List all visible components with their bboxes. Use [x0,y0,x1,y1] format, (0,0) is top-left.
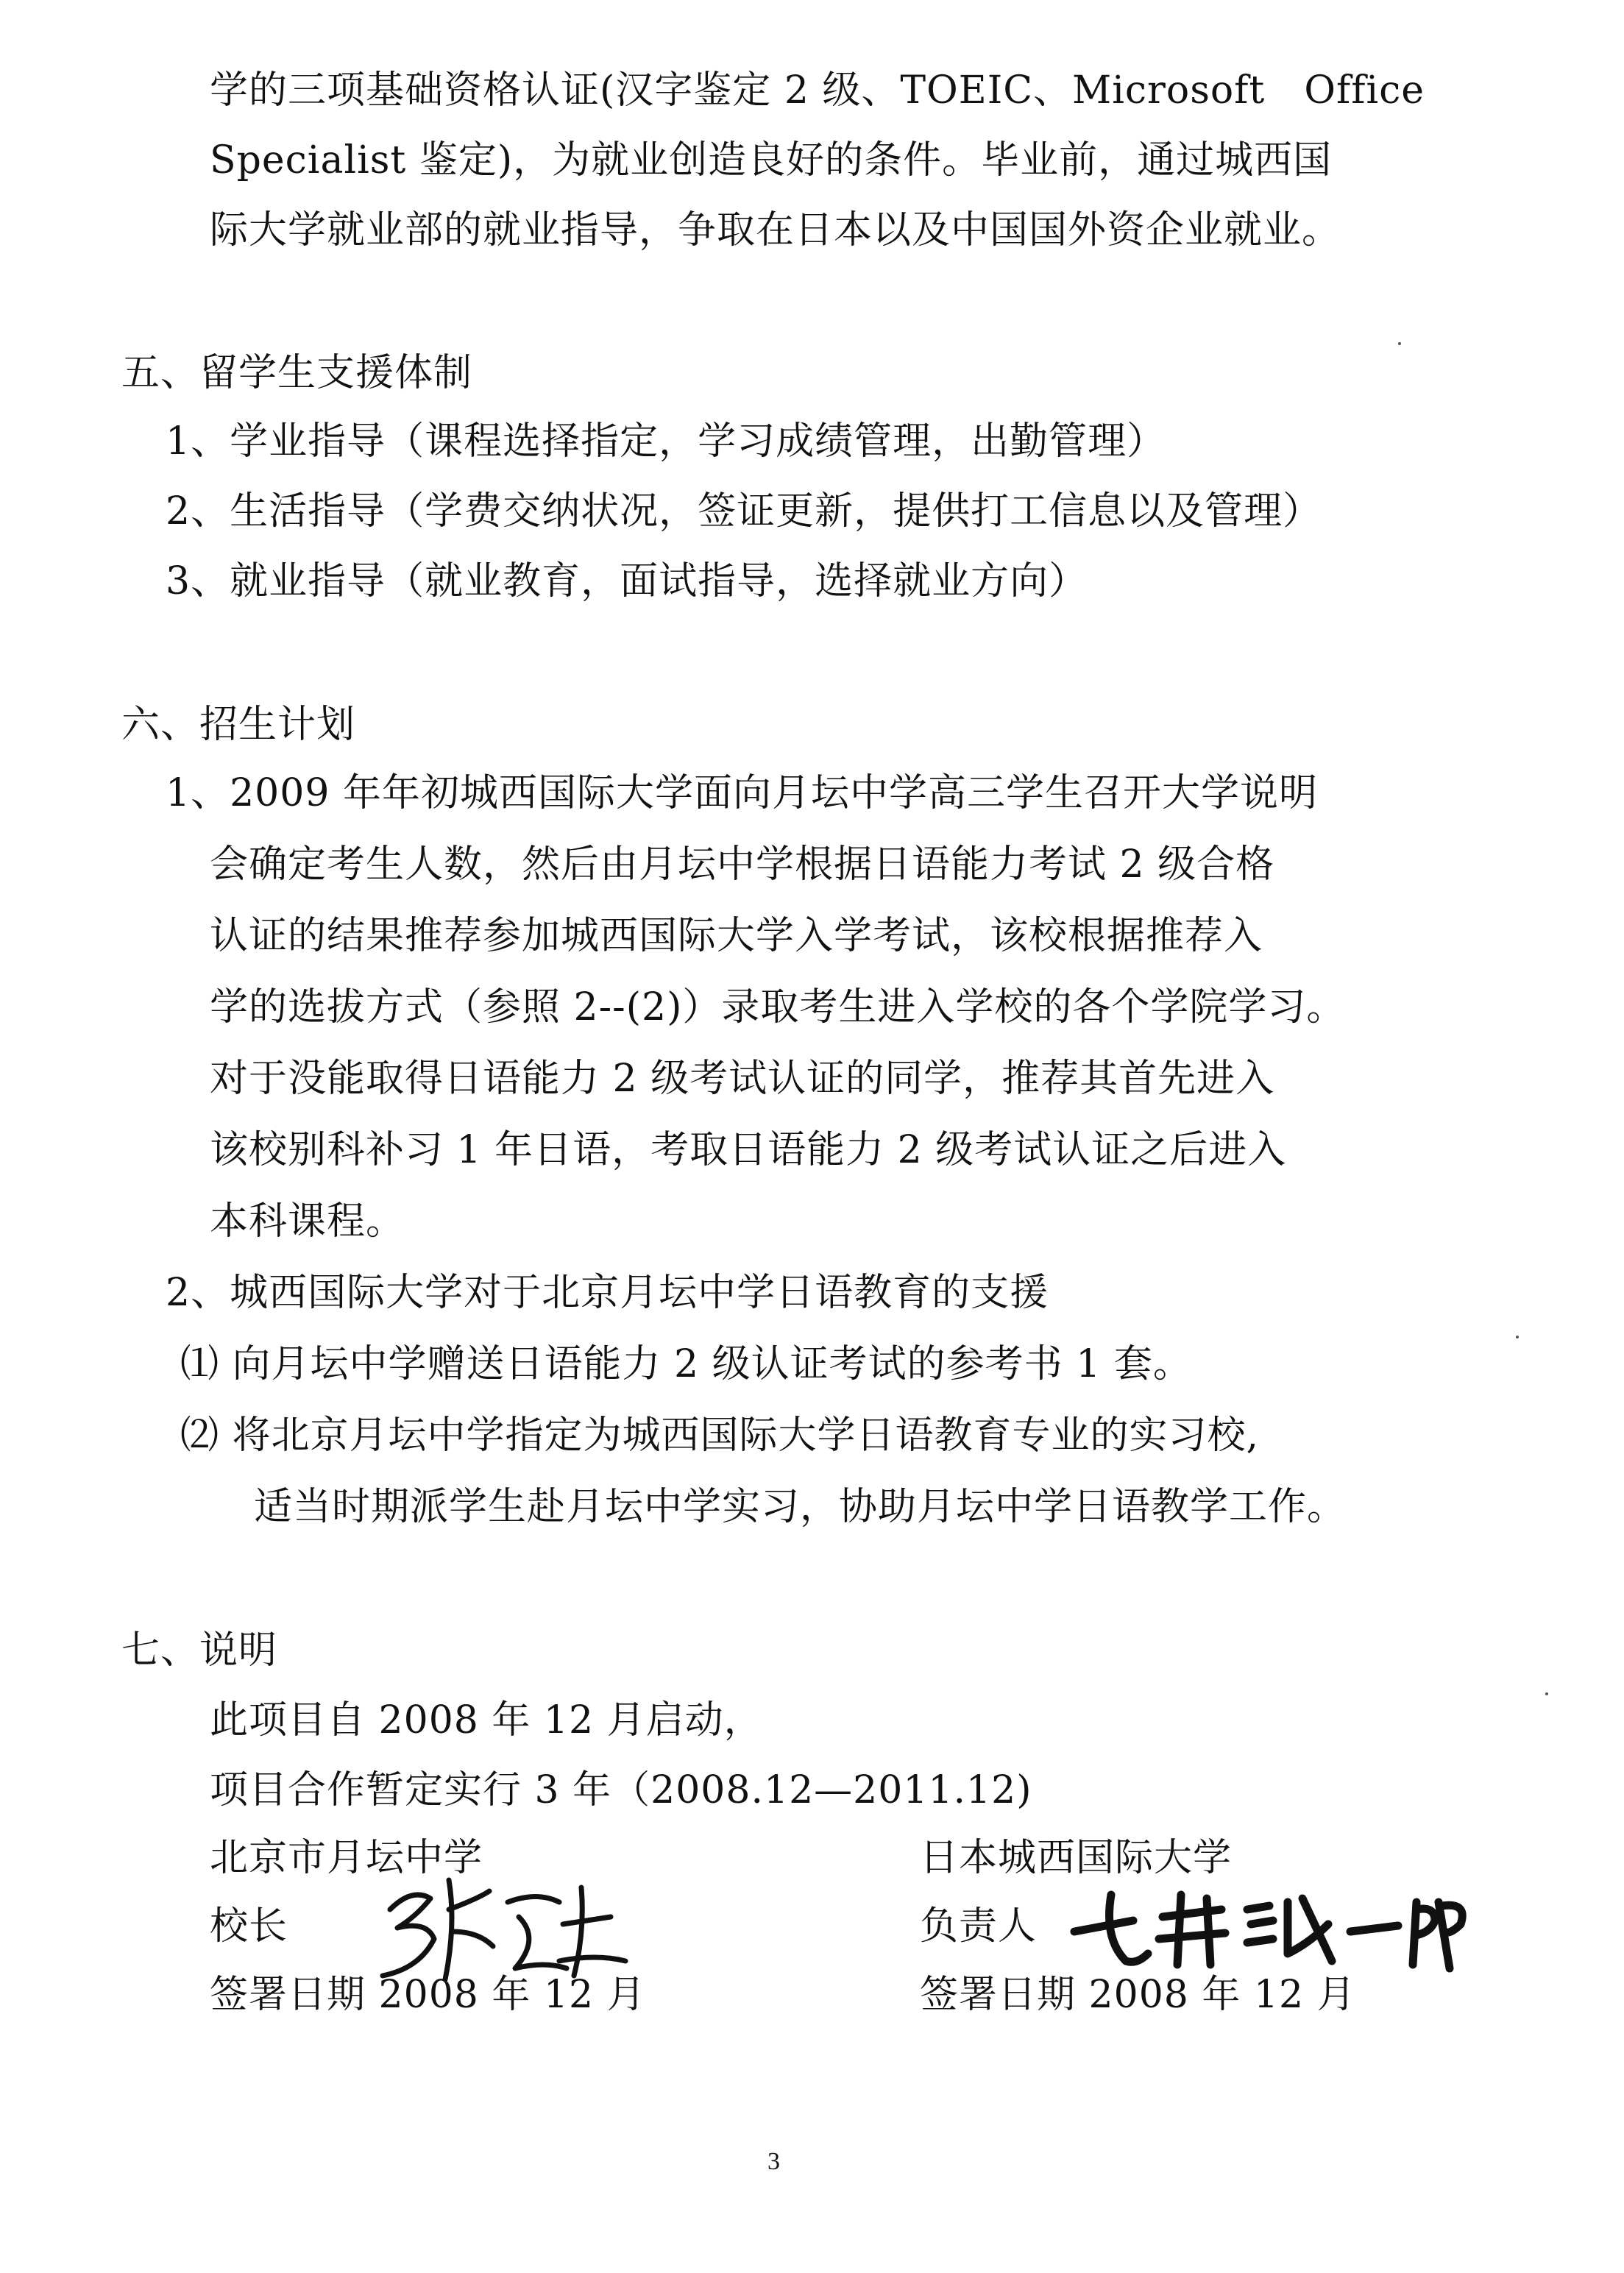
left-handwritten-signature [361,1858,640,1990]
left-sign-date: 签署日期 2008 年 12 月 [210,1973,646,2017]
section7-line-1: 此项目自 2008 年 12 月启动， [210,1698,763,1742]
left-role-label: 校长 [210,1904,288,1948]
section7-heading: 七、说明 [121,1628,278,1673]
scan-speck [1545,1692,1548,1695]
section5-item-1: 1、学业指导（课程选择指定，学习成绩管理，出勤管理） [166,419,1166,464]
section6-item1-line-1: 1、2009 年年初城西国际大学面向月坛中学高三学生召开大学说明 [166,771,1318,815]
section6-item1-line-3: 认证的结果推荐参加城西国际大学入学考试，该校根据推荐入 [210,914,1263,958]
section5-heading: 五、留学生支援体制 [121,351,473,395]
section5-item-3: 3、就业指导（就业教育，面试指导，选择就业方向） [166,559,1088,603]
page-number: 3 [767,2148,780,2175]
section5-item-2: 2、生活指导（学费交纳状况，签证更新，提供打工信息以及管理） [166,489,1322,533]
section7-line-2: 项目合作暂定实行 3 年（2008.12—2011.12) [210,1768,1032,1812]
section6-sub-1: ⑴ 向月坛中学赠送日语能力 2 级认证考试的参考书 1 套。 [180,1342,1192,1386]
section6-item1-line-4: 学的选拔方式（参照 2--(2)）录取考生进入学校的各个学院学习。 [210,985,1346,1029]
section6-heading: 六、招生计划 [121,703,356,747]
section6-item1-line-5: 对于没能取得日语能力 2 级考试认证的同学，推荐其首先进入 [210,1057,1275,1101]
section6-item1-line-2: 会确定考生人数，然后由月坛中学根据日语能力考试 2 级合格 [210,843,1275,887]
section6-sub-2-line-2: 适当时期派学生赴月坛中学实习，协助月坛中学日语教学工作。 [254,1485,1347,1529]
left-org-name: 北京市月坛中学 [210,1836,483,1880]
scan-speck [1516,1336,1519,1338]
intro-line-3: 际大学就业部的就业指导，争取在日本以及中国国外资企业就业。 [210,208,1341,252]
scan-speck [1398,342,1401,345]
right-handwritten-signature [1067,1880,1479,1976]
section6-item2-heading: 2、城西国际大学对于北京月坛中学日语教育的支援 [166,1271,1049,1315]
right-sign-date: 签署日期 2008 年 12 月 [920,1973,1356,2017]
section6-item1-line-6: 该校别科补习 1 年日语，考取日语能力 2 级考试认证之后进入 [210,1128,1287,1172]
right-org-name: 日本城西国际大学 [920,1836,1233,1880]
section6-sub-2-line-1: ⑵ 将北京月坛中学指定为城西国际大学日语教育专业的实习校, [180,1414,1260,1458]
right-role-label: 负责人 [920,1904,1038,1948]
section6-item1-line-7: 本科课程。 [210,1199,405,1244]
intro-line-1: 学的三项基础资格认证(汉字鉴定 2 级、TOEIC、Microsoft Office [210,68,1425,113]
intro-line-2: Specialist 鉴定)，为就业创造良好的条件。毕业前，通过城西国 [210,138,1333,182]
